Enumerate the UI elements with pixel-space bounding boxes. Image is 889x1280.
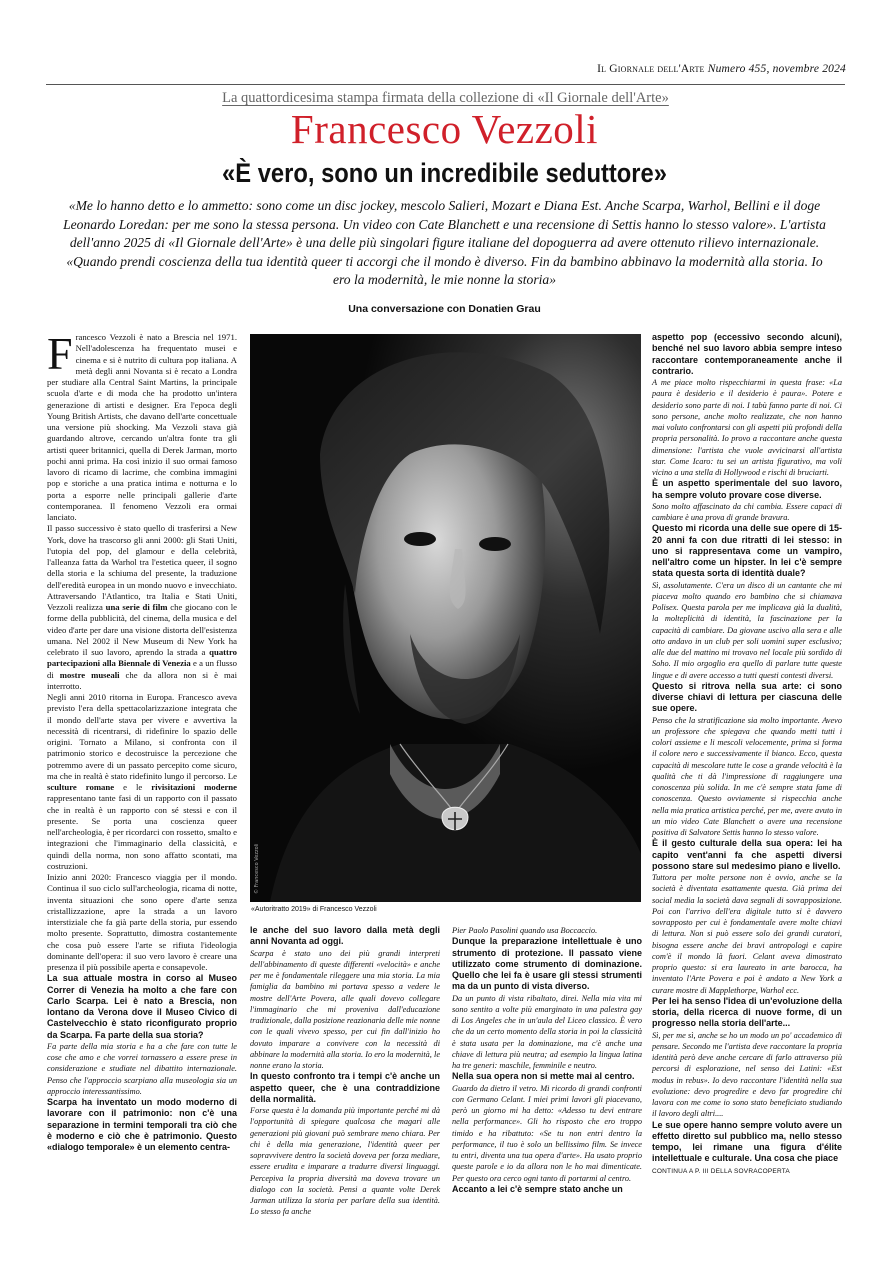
headline: «È vero, sono un incredibile seduttore» bbox=[222, 158, 667, 188]
text: che da allora non si è mai interrotto. bbox=[47, 669, 237, 691]
bold-text: sculture romane bbox=[47, 782, 115, 792]
interview-question: Accanto a lei c'è sempre stato anche un bbox=[452, 1183, 623, 1194]
text: e le bbox=[114, 782, 152, 792]
interview-answer: Tuttora per molte persone non è ovvio, anche se la società è diventata esattamente questa. Già prima dei social media la società dava segnali di sovrapposizione. Poi con l'arrivo dell'era digitale tutto si è davvero sovrapposto per cui è fondamentale avere molte chiavi di lettura. Non si può essere solo dei grandi curatori, bisogna essere anche dei bravi antropologi e capire com'è il mondo là fuori. Celant aveva dimostrato proprio questo: si era laureato in arte barocca, ha inventato l'Arte Povera e poi è andato a New York a curare mostre di Mapplethorpe, Warhol ecc. bbox=[652, 873, 842, 995]
interview-answer: Sì, assolutamente. C'era un disco di un cantante che mi piaceva molto quando ero bambino che si chiamava Polisex. Questa parola per me implicava già la dualità, la molteplicità di identità, la fascinazione per la capacità di cambiare. Da giovane uscivo alla sera e alle otto andavo in un club per soli uomini super esclusivo; alle due del mattino mi trovavo nel locale più sordido di Soho. Il mio orgoglio era quello di parlare tutte queste lingue e di avere accesso a tutti questi contesti diversi. bbox=[652, 580, 842, 680]
masthead-paper: Il Giornale dell'Arte bbox=[597, 63, 705, 75]
interview-answer: Guardo da dietro il vetro. Mi ricordo di grandi confronti con Germano Celant. I miei primi lavori gli piacevano, però un giorno mi ha detto: «Adesso tu devi entrare nella performance». Gli ho risposto che ero troppo timido e ha ribattuto: «Se tu non entri dentro la performance, il tuo è solo un bellissimo film. Se invece tu entri, diventa una tua opera d'arte». Ha usato proprio queste parole e io da allora non le ho mai dimenticate. Per questo ora cerco ogni tanto di portarmi al centro. bbox=[452, 1083, 642, 1183]
interview-answer: Forse questa è la domanda più importante perché mi dà l'opportunità di spiegare qualcosa che magari alle generazioni più giovani può sembrare meno chiara. Per chi è della mia generazione, l'identità queer per sopravvivere dentro la società doveva per forza mediare, essere erudita e imparare a tradurre diversi linguaggi. Percepiva la propria diversità ma doveva trovare un dialogo con la società. Pensi a quante volte Derek Jarman utilizza la storia per parlare della sua identità. Lo stesso fa anche bbox=[250, 1106, 440, 1217]
bold-text: rivisitazioni moderne bbox=[151, 782, 237, 792]
interview-question: Per lei ha senso l'idea di un'evoluzione della storia, della ricerca di nuove forme, di un progresso nella storia dell'arte... bbox=[652, 995, 842, 1029]
interview-answer: Fa parte della mia storia e ha a che fare con tutte le cose che amo e che vorrei tornassero a essere prese in considerazione e studiate nel dibattito internazionale. Penso che l'approccio scarpiano alla museologia sia un approccio interessantissimo. bbox=[47, 1041, 237, 1096]
interview-question: aspetto pop (eccessivo secondo alcuni), benché nel suo lavoro abbia sempre inteso raccontare contemporaneamente anche il contrario. bbox=[652, 332, 842, 376]
artist-name: Francesco Vezzoli bbox=[290, 106, 599, 152]
interview-question: Nella sua opera non si mette mai al centro. bbox=[452, 1071, 635, 1082]
standfirst: «Me lo hanno detto e lo ammetto: sono come un disc jockey, mescolo Salieri, Mozart e Diana Est. Anche Scarpa, Warhol, Bellini e il doge Leonardo Loredan: per me sono la stessa persona. Un video con Cate Blanchett e una recensione di Settis hanno lo stesso valore». L'artista dell'anno 2025 di «Il Giornale dell'Arte» è una delle più singolari figure italiane del dopoguerra ad avere ottenuto rilievo internazionale. «Quando prendi coscienza della tua identità queer ti accorgi che il mondo è diverso. Fin da bambino abbinavo la modernità alla storia. Io ero la modernità, le mie nonne la storia» bbox=[63, 198, 826, 287]
interview-question: Questo si ritrova nella sua arte: ci sono diverse chiavi di lettura per ciascuna delle sue opere. bbox=[652, 680, 842, 714]
interview-answer: Scarpa è stato uno dei più grandi interpreti dell'abbinamento di queste differenti «velocità» e anche per me è fondamentale rileggere una mia storia. La mia famiglia da bambino mi portava spesso a vedere le mostre dell'Arte Povera, alle quali dovevo collegare l'immaginario che mi proveniva dall'educazione tradizionale, dalla posizione reazionaria delle mie nonne con le quali vivevo spesso, per cui fin dall'inizio ho dovuto imparare a convivere con la necessità di abbinare la modernità alla storia. Io ero la modernità, le nonne erano la storia. bbox=[250, 948, 440, 1070]
portrait-image bbox=[250, 334, 641, 902]
byline: Una conversazione con Donatien Grau bbox=[348, 303, 541, 315]
text: e a un flusso di bbox=[47, 658, 237, 680]
drop-cap: F bbox=[47, 328, 73, 379]
intro-paragraph bbox=[47, 328, 237, 523]
bold-text: quattro partecipazioni alla Biennale di Venezia bbox=[47, 647, 237, 669]
interview-question bbox=[652, 1120, 842, 1177]
bold-text: una serie di film bbox=[105, 602, 168, 612]
article-column-4 bbox=[652, 332, 842, 1177]
interview-question: È il gesto culturale della sua opera: lei ha capito vent'anni fa che aspetti diversi possono stare sul medesimo piano e livello. bbox=[652, 838, 842, 871]
interview-answer: Penso che la stratificazione sia molto importante. Avevo un professore che spiegava che quando metti tutti i colori assieme e li mescoli velocemente, prima si forma il colore nero e successivamente il bianco. Ecco, questa capacità di mescolare tutte le cose a grande velocità è la qualità che ti dà l'impressione di raggiungere una conoscenza più solida. In me c'è sempre stata fame di conoscenza. Questo ovviamente si rispecchia anche nella mia pratica artistica perché, per me, avere avuto in un mio video Cate Blanchett o avere una recensione positiva di Salvatore Settis hanno lo stesso valore. bbox=[652, 715, 842, 837]
header-rule bbox=[46, 84, 845, 85]
photo-copyright: © Francesco Vezzoli bbox=[254, 843, 260, 894]
intro-text: rancesco Vezzoli è nato a Brescia nel 1971. Nell'adolescenza ha frequentato musei e cinema e si è nutrito di cultura pop italiana. A metà degli anni Novanta si è recato a Londra per studiare alla Central Saint Martins, la principale scuola d'arte e di moda che ha prodotto un'intera generazione di artisti e designer. Era l'epoca degli Young British Artists, che davano dell'arte concettuale una versione più shocking. Ma Vezzoli stava già guardando altrove, cercando un'altra fonte tra gli artisti queer britannici, quella di Derek Jarman, morto pochi anni prima. Ha così inizio il suo ormai famoso lavoro di ricamo di lacrime, che combina immagini pop e storiche a una pratica intima e notturna e lo porta a esporre nelle principali gallerie d'arte contemporanea. Il fenomeno Vezzoli era ormai lanciato. bbox=[47, 332, 237, 522]
article-column-2 bbox=[250, 925, 440, 1218]
masthead bbox=[566, 63, 846, 75]
text: Il passo successivo è stato quello di trasferirsi a New York, dove ha trascorso gli anni 2000: gli Stati Uniti, l'utopia del pop, del glamour e della celebrità, l'alleanza fatta da Warhol tra l'estetica queer, il sogno della storia e la schiuma del presente, la traduzione dell'eredità europea in un mondo nuovo e invecchiato. Attraversando l'Atlantico, tra Italia e Stati Uniti, Vezzoli realizza bbox=[47, 523, 237, 612]
interview-question: le anche del suo lavoro dalla metà degli anni Novanta ad oggi. bbox=[250, 925, 440, 947]
interview-question: È un aspetto sperimentale del suo lavoro, ha sempre voluto provare cose diverse. bbox=[652, 478, 842, 500]
article-column-1 bbox=[47, 328, 237, 1153]
interview-answer: Sì, per me sì, anche se ho un modo un po' accademico di pensare. Secondo me l'artista deve raccontare la propria identità però deve anche cercare di farlo attraverso più percorsi di esplorazione, nel senso dei Latini: «Est modus in rebus». Io devo raccontare l'identità nella sua evoluzione: devo progredire e devo far progredire chi lavora con me come io sono stato beneficiato studiando il lavoro degli altri.... bbox=[652, 1030, 842, 1119]
text: rappresentano tante fasi di un rapporto con il passato che in realtà è un rapporto con sé stessi e con il presente. Se porta una coscienza queer nell'archeologia, è per ricordarci con rossetto, smalto e integrazioni che l'immaginario della classicità, e quindi della norma, non sono affatto scontati, ma costruzioni. bbox=[47, 793, 237, 871]
bold-text: mostre museali bbox=[59, 669, 120, 680]
text: Negli anni 2010 ritorna in Europa. Francesco aveva previsto l'era della spettacolarizzazione integrata che il mondo dell'arte stava per vivere e avvertiva la necessità di ricentrarsi, di ridefinire lo spazio delle origini. Tornato a Milano, si confronta con il patrimonio storico e decostruisce la percezione che potremmo avere di un passato percepito come sicuro, ma che in realtà è stato ridefinito lungo il percorso. Le bbox=[47, 692, 237, 781]
interview-question: Dunque la preparazione intellettuale è uno strumento di protezione. Il passato viene utilizzato come strumento di dominazione. Quello che lei fa è usare gli stessi strumenti ma da un punto di vista diverso. bbox=[452, 936, 642, 992]
interview-question: La sua attuale mostra in corso al Museo Correr di Venezia ha molto a che fare con Carlo Scarpa. Lei è nato a Brescia, non lontano da Verona dove il Museo Civico di Castelvecchio è stato riconfigurato proprio da Scarpa. Fa parte della sua storia? bbox=[47, 973, 237, 1040]
photo-caption: «Autoritratto 2019» di Francesco Vezzoli bbox=[251, 906, 377, 913]
interview-answer: Pier Paolo Pasolini quando usa Boccaccio. bbox=[452, 926, 598, 935]
interview-question: Scarpa ha inventato un modo moderno di lavorare con il patrimonio: non c'è una separazione in termini temporali tra ciò che è moderno e ciò che è patrimonio. Questo «dialogo temporale» è un elemento centra- bbox=[47, 1097, 237, 1152]
masthead-issue: Numero 455, novembre 2024 bbox=[707, 63, 846, 75]
interview-question: Questo mi ricorda una delle sue opere di 15-20 anni fa con due ritratti di lei stesso: in uno si rappresentava come un vampiro, nell'altro come un hipster. In lei c'è sempre stata questa sorta di identità duale? bbox=[652, 523, 842, 579]
interview-answer: Sono molto affascinato da chi cambia. Essere capaci di cambiare è una prova di grande bravura. bbox=[652, 501, 842, 522]
text: che giocano con le forme della pubblicità, del cinema, della musica e del video d'arte per dare una visione distorta dell'esistenza umana. Nel 2002 il New Museum di New York ha celebrato il suo lavoro, aprendo la strada a bbox=[47, 602, 237, 657]
kicker: La quattordicesima stampa firmata della collezione di «Il Giornale dell'Arte» bbox=[222, 90, 669, 106]
paragraph bbox=[47, 523, 237, 692]
paragraph: Inizio anni 2020: Francesco viaggia per il mondo. Continua il suo ciclo sull'archeologia, ricama di notte, inventa situazioni che sono opere d'arte senza cristallizzazione, apre la strada a un lavoro interstiziale che fa già parte della storia, pur essendo molto presente. Soprattutto, dimostra costantemente che cosa può essere l'arte se rifiuta l'ideologia dominante dell'opera: il suo vero lavoro è creare una presenza il più possibile aperta e consapevole. bbox=[47, 872, 237, 972]
portrait-photo bbox=[250, 334, 641, 902]
continued-notice[interactable]: CONTINUA A P. III DELLA SOVRACOPERTA bbox=[652, 1167, 790, 1175]
interview-answer: Da un punto di vista ribaltato, direi. Nella mia vita mi sono sentito a volte più emarginato in una palestra gay di Los Angeles che in un'aula del Liceo classico. È vero che da un certo momento della storia in poi la classicità è stata usata per la dominazione, ma c'è anche una chiave di lettura più neutra; ad esempio la lingua latina ha tre generi: maschile, femminile e neutro. bbox=[452, 993, 642, 1070]
article-column-3 bbox=[452, 925, 642, 1195]
paragraph bbox=[47, 692, 237, 872]
interview-question: In questo confronto tra i tempi c'è anche un aspetto queer, che è una contraddizione della normalità. bbox=[250, 1071, 440, 1104]
interview-answer: A me piace molto rispecchiarmi in questa frase: «La paura è desiderio e il desiderio è paura». Potere e desiderio sono parte di noi. I tabù fanno parte di noi. Ci sono persone, anche molto realizzate, che non hanno mai voluto confrontarsi con gli aspetti più profondi della propria personalità. Io provo a raccontare anche questa dimensione: l'artista che vuole avvicinarsi all'artista star. Come Icaro: tu sei un artista figurativo, ma voli vicino a una stella di Hollywood e rischi di bruciarti. bbox=[652, 378, 842, 477]
question-text: Le sue opere hanno sempre voluto avere un effetto diretto sul pubblico ma, nello stesso tempo, lei rimane una figura d'élite intellettuale e culturale. Una cosa che piace bbox=[652, 1119, 842, 1164]
